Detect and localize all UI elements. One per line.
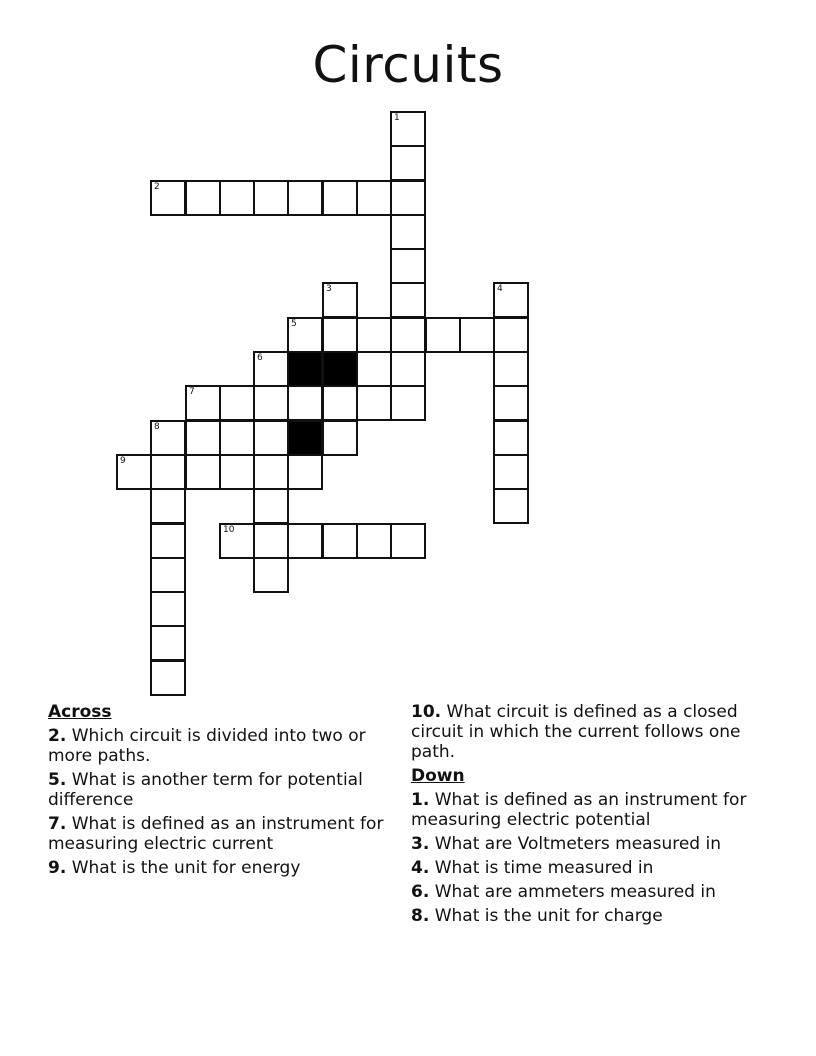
clue-text: What is defined as an instrument for measuring electric current: [48, 814, 384, 854]
clue-number: 7.: [48, 814, 67, 834]
clue-number: 4.: [411, 858, 430, 878]
clue-number: 8.: [411, 906, 430, 926]
clue-text: What is another term for potential difference: [48, 770, 363, 810]
grid-cell[interactable]: [356, 351, 392, 387]
grid-cell[interactable]: [356, 523, 392, 559]
grid-cell[interactable]: [219, 385, 255, 421]
grid-cell[interactable]: [287, 385, 323, 421]
clue-number: 6.: [411, 882, 430, 902]
clues-left-column: [48, 702, 388, 882]
grid-cell[interactable]: [493, 385, 529, 421]
grid-cell[interactable]: [322, 420, 358, 456]
grid-cell[interactable]: [150, 557, 186, 593]
black-square: [287, 351, 323, 387]
grid-cell[interactable]: [322, 385, 358, 421]
clue-item: [411, 790, 756, 830]
grid-cell[interactable]: [219, 180, 255, 216]
cell-number: 4: [497, 284, 503, 294]
clue-number: 3.: [411, 834, 430, 854]
grid-cell[interactable]: [390, 180, 426, 216]
clue-heading-across: Across: [48, 702, 112, 722]
grid-cell[interactable]: [150, 180, 186, 216]
clue-text: Which circuit is divided into two or more paths.: [48, 726, 366, 766]
cell-number: 7: [189, 387, 195, 397]
cell-number: 6: [257, 353, 263, 363]
grid-cell[interactable]: [219, 523, 255, 559]
clues-right-column: [411, 702, 756, 930]
grid-cell[interactable]: [150, 523, 186, 559]
clue-item: [411, 858, 756, 878]
grid-cell[interactable]: [253, 420, 289, 456]
grid-cell[interactable]: [390, 317, 426, 353]
clue-item: [411, 906, 756, 926]
grid-cell[interactable]: [150, 660, 186, 696]
clue-text: What are ammeters measured in: [429, 882, 716, 902]
clue-heading-down: Down: [411, 766, 465, 786]
grid-cell[interactable]: [253, 557, 289, 593]
cell-number: 5: [291, 319, 297, 329]
clue-item: [411, 702, 756, 762]
grid-cell[interactable]: [493, 282, 529, 318]
grid-cell[interactable]: [493, 420, 529, 456]
grid-cell[interactable]: [356, 385, 392, 421]
clue-number: 5.: [48, 770, 67, 790]
clue-number: 1.: [411, 790, 430, 810]
black-square: [287, 420, 323, 456]
grid-cell[interactable]: [287, 180, 323, 216]
clue-text: What are Voltmeters measured in: [429, 834, 721, 854]
grid-cell[interactable]: [185, 385, 221, 421]
clue-number: 10.: [411, 702, 442, 722]
grid-cell[interactable]: [287, 317, 323, 353]
grid-cell[interactable]: [459, 317, 495, 353]
clue-number: 9.: [48, 858, 67, 878]
grid-cell[interactable]: [253, 180, 289, 216]
grid-cell[interactable]: [493, 488, 529, 524]
grid-cell[interactable]: [322, 523, 358, 559]
grid-cell[interactable]: [390, 351, 426, 387]
grid-cell[interactable]: [150, 625, 186, 661]
clue-item: [411, 882, 756, 902]
clue-item: [48, 858, 388, 878]
grid-cell[interactable]: [185, 420, 221, 456]
grid-cell[interactable]: [150, 420, 186, 456]
grid-cell[interactable]: [356, 180, 392, 216]
grid-cell[interactable]: [253, 488, 289, 524]
grid-cell[interactable]: [390, 145, 426, 181]
grid-cell[interactable]: [253, 523, 289, 559]
grid-cell[interactable]: [287, 454, 323, 490]
grid-cell[interactable]: [150, 488, 186, 524]
cell-number: 9: [120, 456, 126, 466]
grid-cell[interactable]: [253, 351, 289, 387]
clue-item: [48, 814, 388, 854]
grid-cell[interactable]: [390, 523, 426, 559]
clue-item: [48, 770, 388, 810]
grid-cell[interactable]: [390, 282, 426, 318]
grid-cell[interactable]: [493, 351, 529, 387]
clue-number: 2.: [48, 726, 67, 746]
grid-cell[interactable]: [322, 180, 358, 216]
cell-number: 10: [223, 525, 235, 535]
grid-cell[interactable]: [253, 454, 289, 490]
grid-cell[interactable]: [185, 180, 221, 216]
cell-number: 3: [326, 284, 332, 294]
clue-item: [48, 726, 388, 766]
puzzle-title: Circuits: [312, 36, 504, 94]
grid-cell[interactable]: [150, 454, 186, 490]
grid-cell[interactable]: [425, 317, 461, 353]
grid-cell[interactable]: [390, 214, 426, 250]
grid-cell[interactable]: [322, 317, 358, 353]
grid-cell[interactable]: [390, 111, 426, 147]
grid-cell[interactable]: [493, 317, 529, 353]
grid-cell[interactable]: [493, 454, 529, 490]
grid-cell[interactable]: [287, 523, 323, 559]
clue-text: What circuit is defined as a closed circuit in which the current follows one path.: [411, 702, 741, 762]
grid-cell[interactable]: [390, 385, 426, 421]
cell-number: 1: [394, 113, 400, 123]
grid-cell[interactable]: [150, 591, 186, 627]
grid-cell[interactable]: [219, 454, 255, 490]
grid-cell[interactable]: [116, 454, 152, 490]
grid-cell[interactable]: [322, 282, 358, 318]
clue-text: What is the unit for charge: [429, 906, 663, 926]
grid-cell[interactable]: [253, 385, 289, 421]
cell-number: 8: [154, 422, 160, 432]
grid-cell[interactable]: [219, 420, 255, 456]
grid-cell[interactable]: [356, 317, 392, 353]
clue-text: What is defined as an instrument for measuring electric potential: [411, 790, 747, 830]
black-square: [322, 351, 358, 387]
clue-item: [411, 834, 756, 854]
grid-cell[interactable]: [390, 248, 426, 284]
cell-number: 2: [154, 182, 160, 192]
clue-text: What is time measured in: [429, 858, 654, 878]
grid-cell[interactable]: [185, 454, 221, 490]
clue-text: What is the unit for energy: [66, 858, 301, 878]
